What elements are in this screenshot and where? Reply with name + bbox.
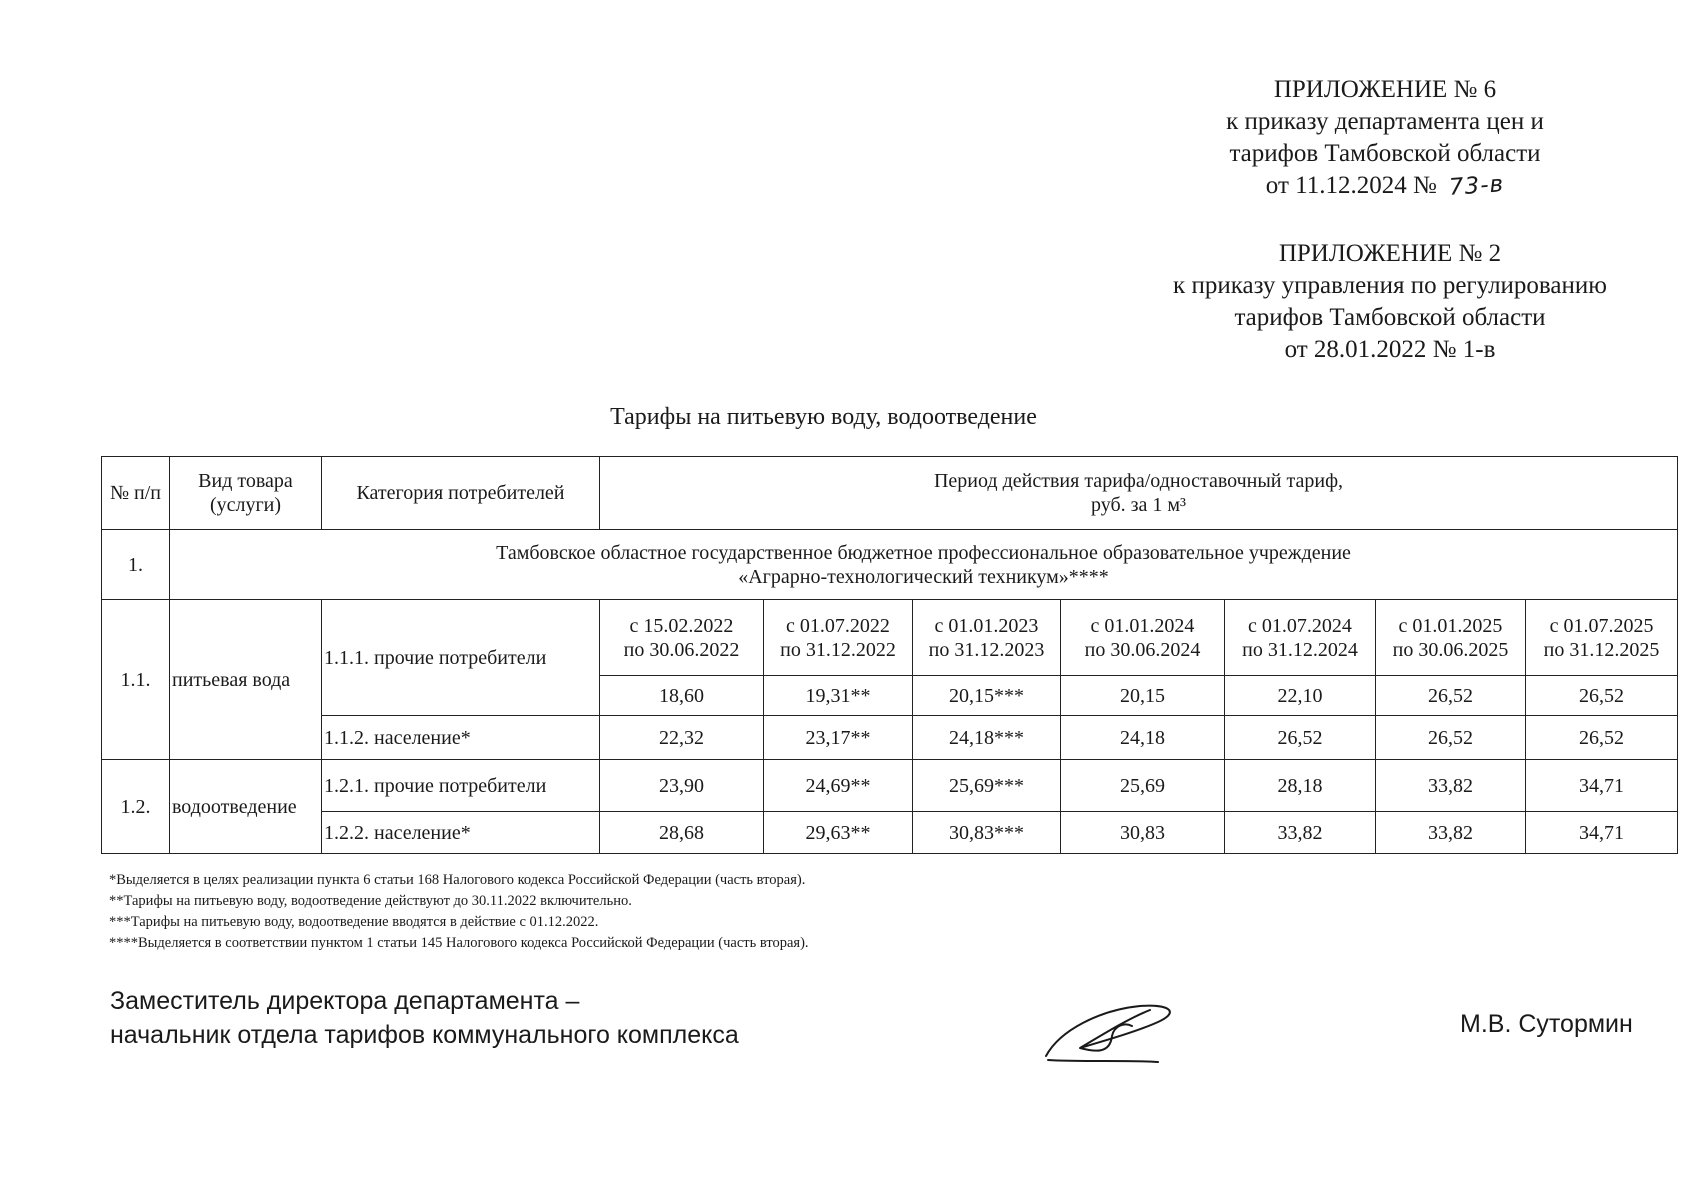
footnotes — [109, 870, 809, 954]
header-category: Категория потребителей — [322, 457, 600, 530]
signatory-position-line2: начальник отдела тарифов коммунального комплекса — [110, 1021, 739, 1049]
value-cell: 24,18*** — [913, 716, 1061, 760]
period-start: с 01.07.2025 — [1549, 614, 1654, 637]
appendix-6-date-prefix: от 11.12.2024 № — [1265, 172, 1437, 199]
period-start: с 01.07.2022 — [786, 614, 890, 637]
value-cell: 33,82 — [1376, 760, 1526, 812]
value-cell: 26,52 — [1526, 716, 1678, 760]
value-cell: 18,60 — [600, 676, 764, 716]
period-end: по 31.12.2024 — [1242, 638, 1358, 661]
category-cell: 1.1.1. прочие потребители — [322, 600, 600, 716]
org-name-line1: Тамбовское областное государственное бюджетное профессиональное образовательное учреждение — [496, 541, 1351, 564]
value-cell: 26,52 — [1376, 676, 1526, 716]
period-start: с 01.01.2023 — [934, 614, 1039, 637]
period-cell — [1376, 600, 1526, 676]
header-product-line1: Вид товара — [198, 470, 293, 492]
org-name — [170, 530, 1678, 600]
period-end: по 30.06.2024 — [1084, 638, 1201, 661]
value-cell: 28,18 — [1225, 760, 1376, 812]
appendix-2-line3: тарифов Тамбовской области — [1234, 304, 1546, 331]
appendix-2-title: ПРИЛОЖЕНИЕ № 2 — [1278, 240, 1502, 267]
appendix-2-line2: к приказу управления по регулированию — [1173, 272, 1607, 299]
appendix-2-header — [1140, 238, 1640, 366]
value-cell: 28,68 — [600, 812, 764, 854]
period-end: по 31.12.2023 — [928, 638, 1045, 661]
period-cell — [764, 600, 913, 676]
signatory-name: М.В. Сутормин — [1460, 1010, 1633, 1038]
appendix-2-line4: от 28.01.2022 № 1-в — [1284, 336, 1496, 363]
value-cell: 34,71 — [1526, 760, 1678, 812]
appendix-6-line2: к приказу департамента цен и — [1226, 108, 1544, 135]
value-cell: 22,32 — [600, 716, 764, 760]
header-period-line2: руб. за 1 м³ — [1090, 494, 1187, 516]
header-period — [600, 457, 1678, 530]
period-end: по 31.12.2022 — [780, 638, 896, 661]
value-cell: 23,90 — [600, 760, 764, 812]
value-cell: 24,18 — [1061, 716, 1225, 760]
table-row — [102, 812, 1678, 854]
value-cell: 26,52 — [1376, 716, 1526, 760]
period-start: с 01.01.2025 — [1398, 614, 1503, 637]
group-num: 1.1. — [102, 600, 170, 760]
header-product-line2: (услуги) — [209, 494, 282, 516]
header-product — [170, 457, 322, 530]
org-row — [102, 530, 1678, 600]
period-cell — [1225, 600, 1376, 676]
org-name-line2: «Аграрно-технологический техникум»**** — [738, 565, 1109, 588]
footnote: *Выделяется в целях реализации пункта 6 статьи 168 Налогового кодекса Российской Федерации (часть вторая). — [109, 872, 806, 888]
value-cell: 30,83*** — [913, 812, 1061, 854]
table-row — [102, 716, 1678, 760]
footnote: ****Выделяется в соответствии пунктом 1 статьи 145 Налогового кодекса Российской Федерации (часть вторая). — [109, 935, 809, 951]
table-header-row — [102, 457, 1678, 530]
value-cell: 33,82 — [1225, 812, 1376, 854]
value-cell: 26,52 — [1225, 716, 1376, 760]
header-num: № п/п — [102, 457, 170, 530]
category-cell: 1.2.1. прочие потребители — [322, 760, 600, 812]
footnote: ***Тарифы на питьевую воду, водоотведение вводятся в действие с 01.12.2022. — [109, 914, 599, 930]
value-cell: 33,82 — [1376, 812, 1526, 854]
value-cell: 25,69 — [1061, 760, 1225, 812]
group-product: питьевая вода — [170, 600, 322, 760]
appendix-6-line3: тарифов Тамбовской области — [1229, 140, 1541, 167]
appendix-6-title: ПРИЛОЖЕНИЕ № 6 — [1273, 76, 1497, 103]
value-cell: 26,52 — [1526, 676, 1678, 716]
period-end: по 31.12.2025 — [1543, 638, 1660, 661]
appendix-6-header — [1170, 74, 1600, 202]
value-cell: 24,69** — [764, 760, 913, 812]
document-title — [0, 404, 1697, 431]
signatory-position — [110, 984, 739, 1052]
tariff-table — [101, 456, 1678, 854]
value-cell: 30,83 — [1061, 812, 1225, 854]
value-cell: 29,63** — [764, 812, 913, 854]
period-end: по 30.06.2025 — [1392, 638, 1509, 661]
value-cell: 20,15*** — [913, 676, 1061, 716]
value-cell: 23,17** — [764, 716, 913, 760]
period-start: с 01.07.2024 — [1248, 614, 1352, 637]
period-end: по 30.06.2022 — [623, 638, 740, 661]
period-cell — [1526, 600, 1678, 676]
value-cell: 34,71 — [1526, 812, 1678, 854]
org-num: 1. — [102, 530, 170, 600]
period-cell — [913, 600, 1061, 676]
group-num: 1.2. — [102, 760, 170, 854]
handwritten-order-number: 73-в — [1448, 171, 1506, 201]
value-cell: 19,31** — [764, 676, 913, 716]
period-start: с 01.01.2024 — [1090, 614, 1195, 637]
category-cell: 1.1.2. население* — [322, 716, 600, 760]
category-cell: 1.2.2. население* — [322, 812, 600, 854]
period-cell — [1061, 600, 1225, 676]
value-cell: 25,69*** — [913, 760, 1061, 812]
signatory-position-line1: Заместитель директора департамента – — [110, 987, 580, 1015]
document-title-text: Тарифы на питьевую воду, водоотведение — [610, 404, 1037, 430]
footnote: **Тарифы на питьевую воду, водоотведение действуют до 30.11.2022 включительно. — [109, 893, 632, 909]
appendix-6-date — [1170, 170, 1600, 202]
period-cell — [600, 600, 764, 676]
signature-icon — [1040, 990, 1190, 1070]
period-start: с 15.02.2022 — [629, 614, 734, 637]
header-period-line1: Период действия тарифа/одноставочный тариф, — [933, 470, 1344, 492]
group-product: водоотведение — [170, 760, 322, 854]
periods-row — [102, 600, 1678, 676]
value-cell: 20,15 — [1061, 676, 1225, 716]
handwritten-signature — [1040, 990, 1190, 1075]
value-cell: 22,10 — [1225, 676, 1376, 716]
table-row — [102, 760, 1678, 812]
